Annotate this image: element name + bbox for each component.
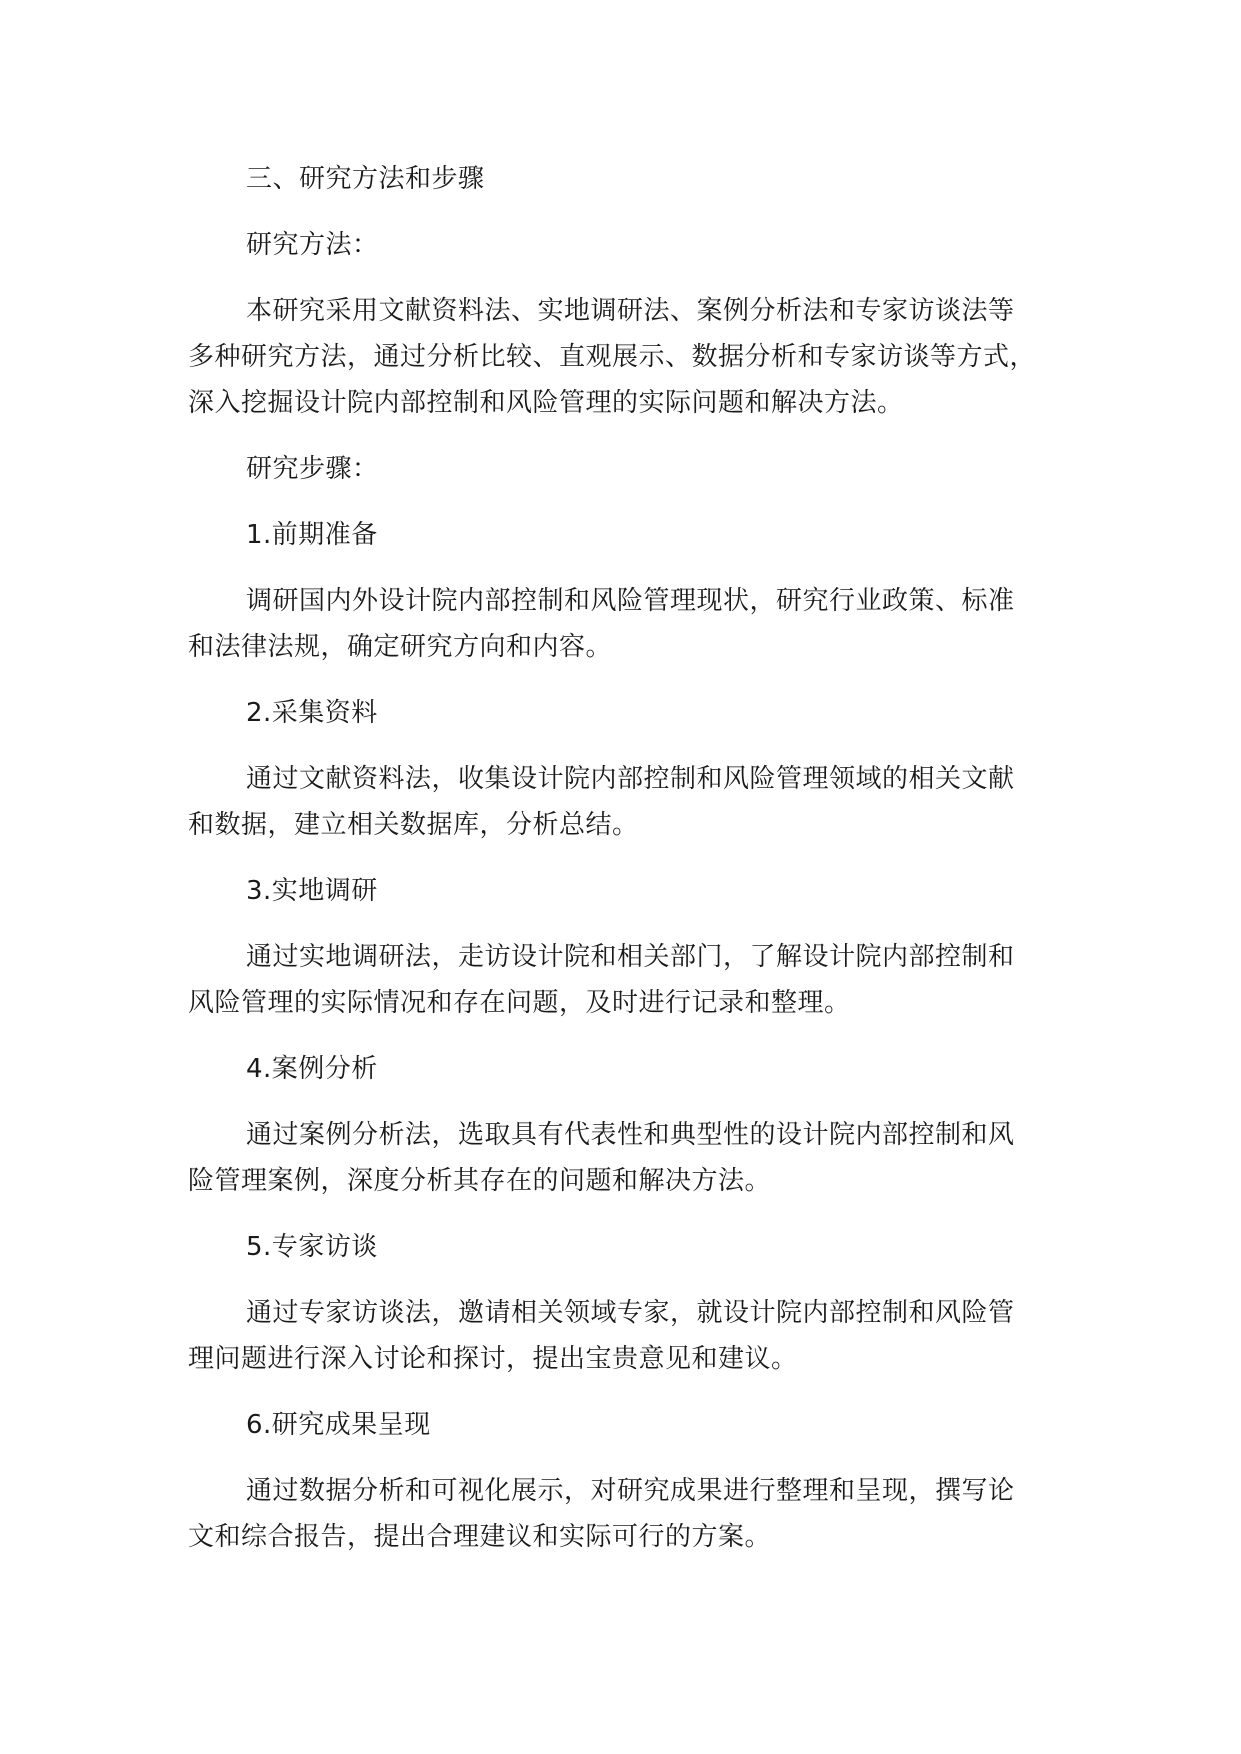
steps-label: 研究步骤：: [246, 454, 379, 484]
step-title: 1.前期准备: [246, 520, 378, 550]
methods-paragraph: 本研究采用文献资料法、实地调研法、案例分析法和专家访谈法等多种研究方法，通过分析比较、直观展示、数据分析和专家访谈等方式，深入挖掘设计院内部控制和风险管理的实际问题和解决方法。: [188, 296, 1037, 418]
step-title: 4.案例分析: [246, 1054, 378, 1084]
step-paragraph: 调研国内外设计院内部控制和风险管理现状，研究行业政策、标准和法律法规，确定研究方向和内容。: [188, 586, 1015, 662]
step-paragraph: 通过文献资料法，收集设计院内部控制和风险管理领域的相关文献和数据，建立相关数据库，分析总结。: [188, 764, 1015, 840]
document-page: [188, 156, 1038, 1580]
step-title: 3.实地调研: [246, 876, 378, 906]
methods-label: 研究方法：: [246, 230, 379, 260]
step-title: 5.专家访谈: [246, 1232, 378, 1262]
section-title: 三、研究方法和步骤: [246, 164, 485, 194]
step-title: 6.研究成果呈现: [246, 1410, 431, 1440]
step-paragraph: 通过专家访谈法，邀请相关领域专家，就设计院内部控制和风险管理问题进行深入讨论和探讨，提出宝贵意见和建议。: [188, 1298, 1015, 1374]
step-paragraph: 通过数据分析和可视化展示，对研究成果进行整理和呈现，撰写论文和综合报告，提出合理建议和实际可行的方案。: [188, 1476, 1015, 1552]
step-paragraph: 通过案例分析法，选取具有代表性和典型性的设计院内部控制和风险管理案例，深度分析其存在的问题和解决方法。: [188, 1120, 1015, 1196]
step-paragraph: 通过实地调研法，走访设计院和相关部门，了解设计院内部控制和风险管理的实际情况和存在问题，及时进行记录和整理。: [188, 942, 1015, 1018]
step-title: 2.采集资料: [246, 698, 378, 728]
